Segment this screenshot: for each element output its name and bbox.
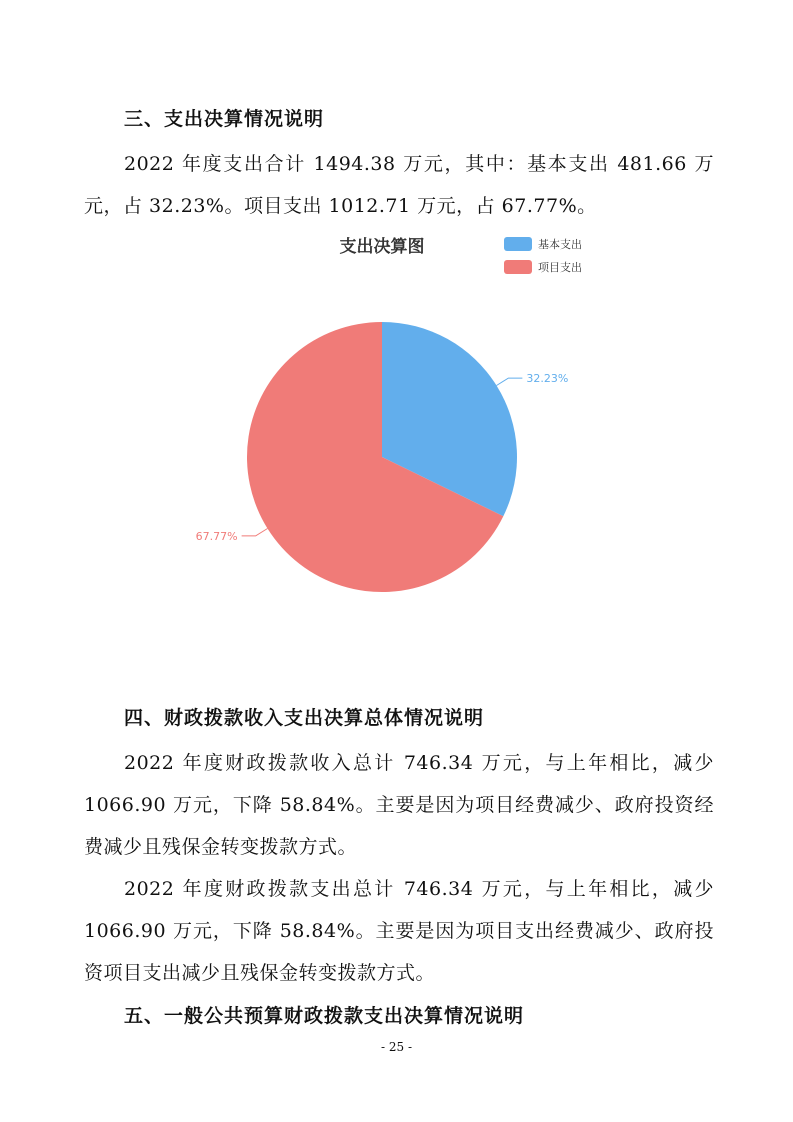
section3-paragraph: 2022 年度支出合计 1494.38 万元，其中：基本支出 481.66 万元，占 32.23%。项目支出 1012.71 万元，占 67.77%。: [84, 153, 714, 217]
chart-title: 支出决算图: [339, 237, 425, 257]
expenditure-pie-chart: [180, 225, 620, 605]
section4-heading: 四、财政拨款收入支出决算总体情况说明: [124, 707, 485, 729]
section4-paragraph-1: 2022 年度财政拨款收入总计 746.34 万元，与上年相比，减少 1066.90 万元，下降 58.84%。主要是因为项目经费减少、政府投资经费减少且残保金转变拨款方式。: [84, 752, 714, 858]
pie-slices: [247, 322, 517, 592]
pie-label-2: 67.77%: [195, 529, 238, 543]
pie-leader-line-2: [242, 529, 268, 536]
legend-label-2: 项目支出: [538, 261, 582, 274]
legend-label-1: 基本支出: [538, 238, 582, 251]
pie-leader-line-1: [497, 378, 523, 385]
page-number: - 25 -: [380, 1040, 412, 1054]
section5-heading: 五、一般公共预算财政拨款支出决算情况说明: [124, 1005, 525, 1027]
chart-legend: [504, 237, 582, 274]
section4-paragraph-2: 2022 年度财政拨款支出总计 746.34 万元，与上年相比，减少 1066.90 万元，下降 58.84%。主要是因为项目支出经费减少、政府投资项目支出减少且残保金转变拨款方式。: [84, 878, 714, 984]
legend-swatch-2: [504, 260, 532, 274]
legend-swatch-1: [504, 237, 532, 251]
section3-heading: 三、支出决算情况说明: [124, 108, 325, 130]
pie-label-1: 32.23%: [526, 372, 569, 386]
